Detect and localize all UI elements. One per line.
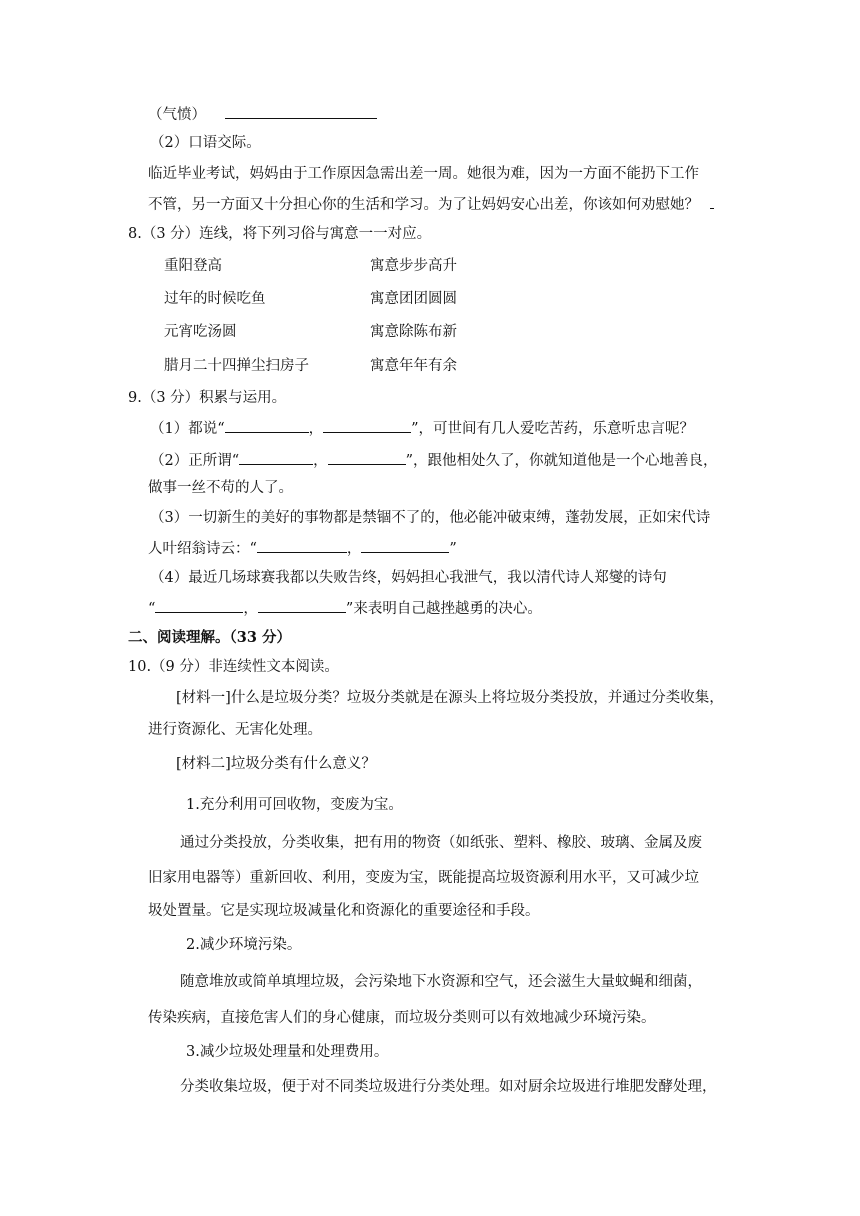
point-1-text-2: 旧家用电器等）重新回收、利用，变废为宝，既能提高垃圾资源利用水平，又可减少垃 xyxy=(148,870,699,886)
qifen-line xyxy=(148,104,377,125)
q9-p2-blank-1[interactable] xyxy=(239,450,313,465)
q9-part-2 xyxy=(150,450,718,471)
q9-p3-blank-2[interactable] xyxy=(361,538,449,553)
q9-p1-blank-2[interactable] xyxy=(323,418,411,433)
q8-title: 8.（3 分）连线，将下列习俗与寓意一一对应。 xyxy=(128,226,432,242)
comma: ， xyxy=(346,541,362,557)
custom-item[interactable]: 重阳登高 xyxy=(164,258,222,274)
material-1-line-2: 进行资源化、无害化处理。 xyxy=(148,722,322,738)
q9-p1-start: （1）都说“ xyxy=(150,421,225,437)
comma: ， xyxy=(308,421,324,437)
point-3-text-1: 分类收集垃圾，便于对不同类垃圾进行分类处理。如对厨余垃圾进行堆肥发酵处理， xyxy=(180,1079,717,1095)
qifen-label: （气愤） xyxy=(148,107,206,123)
q10-title: 10.（9 分）非连续性文本阅读。 xyxy=(128,659,339,675)
point-2-heading: 2.减少环境污染。 xyxy=(186,937,302,953)
meaning-item[interactable]: 寓意年年有余 xyxy=(370,358,457,374)
material-2-title: [材料二]垃圾分类有什么意义？ xyxy=(176,756,376,772)
custom-item[interactable]: 过年的时候吃鱼 xyxy=(164,291,266,307)
point-1-heading: 1.充分利用可回收物，变废为宝。 xyxy=(186,797,403,813)
q9-p4-blank-2[interactable] xyxy=(258,598,346,613)
q9-p4-end: ”来表明自己越挫越勇的决心。 xyxy=(345,601,542,617)
oral-title: （2）口语交际。 xyxy=(150,135,261,151)
oral-answer-blank[interactable] xyxy=(710,194,714,209)
material-1-line-1: [材料一]什么是垃圾分类？垃圾分类就是在源头上将垃圾分类投放，并通过分类收集， xyxy=(176,690,724,706)
point-2-text-2: 传染疾病，直接危害人们的身心健康，而垃圾分类则可以有效地减少环境污染。 xyxy=(148,1010,656,1026)
q9-p4-blank-1[interactable] xyxy=(155,598,243,613)
qifen-answer-blank[interactable] xyxy=(225,104,377,119)
point-1-text-1: 通过分类投放，分类收集，把有用的物资（如纸张、塑料、橡胶、玻璃、金属及废 xyxy=(180,835,702,851)
point-1-text-3: 圾处置量。它是实现垃圾减量化和资源化的重要途径和手段。 xyxy=(148,903,540,919)
close-quote: ” xyxy=(449,541,457,557)
comma: ， xyxy=(243,601,258,617)
q9-p1-blank-1[interactable] xyxy=(225,418,309,433)
q9-p2-blank-2[interactable] xyxy=(328,450,406,465)
custom-item[interactable]: 腊月二十四掸尘扫房子 xyxy=(164,358,309,374)
q9-p1-end: ”，可世间有几人爱吃苦药，乐意听忠言呢？ xyxy=(411,421,695,437)
section-2-title: 二、阅读理解。（33 分） xyxy=(128,629,291,646)
q9-p2-end: ”，跟他相处久了，你就知道他是一个心地善良， xyxy=(405,453,718,469)
point-2-text-1: 随意堆放或简单填埋垃圾，会污染地下水资源和空气，还会滋生大量蚊蝇和细菌， xyxy=(180,974,702,990)
meaning-item[interactable]: 寓意步步高升 xyxy=(370,258,457,274)
q9-part-3-line-2 xyxy=(148,538,457,559)
q9-p2-start: （2）正所谓“ xyxy=(150,453,240,469)
point-3-heading: 3.减少垃圾处理量和处理费用。 xyxy=(186,1044,389,1060)
meaning-item[interactable]: 寓意团团圆圆 xyxy=(370,291,457,307)
oral-text-line-2-text: 不管，另一方面又十分担心你的生活和学习。为了让妈妈安心出差，你该如何劝慰她？ xyxy=(148,197,699,213)
q9-part-3-line-1: （3）一切新生的美好的事物都是禁锢不了的，他必能冲破束缚，蓬勃发展，正如宋代诗 xyxy=(150,510,711,526)
q9-part-1 xyxy=(150,418,694,439)
q9-p3-start: 人叶绍翁诗云：“ xyxy=(148,541,257,557)
q9-title: 9.（3 分）积累与运用。 xyxy=(128,390,287,406)
oral-text-line-2 xyxy=(148,194,714,215)
open-quote: “ xyxy=(148,601,156,617)
custom-item[interactable]: 元宵吃汤圆 xyxy=(164,324,237,340)
oral-text-line-1: 临近毕业考试，妈妈由于工作原因急需出差一周。她很为难，因为一方面不能扔下工作 xyxy=(148,166,699,182)
q9-part-4-line-1: （4）最近几场球赛我都以失败告终，妈妈担心我泄气，我以清代诗人郑燮的诗句 xyxy=(150,570,667,586)
q9-part-2-cont: 做事一丝不苟的人了。 xyxy=(148,480,293,496)
q9-p3-blank-1[interactable] xyxy=(257,538,347,553)
meaning-item[interactable]: 寓意除陈布新 xyxy=(370,324,457,340)
comma: ， xyxy=(313,453,328,469)
q9-part-4-line-2 xyxy=(148,598,542,619)
